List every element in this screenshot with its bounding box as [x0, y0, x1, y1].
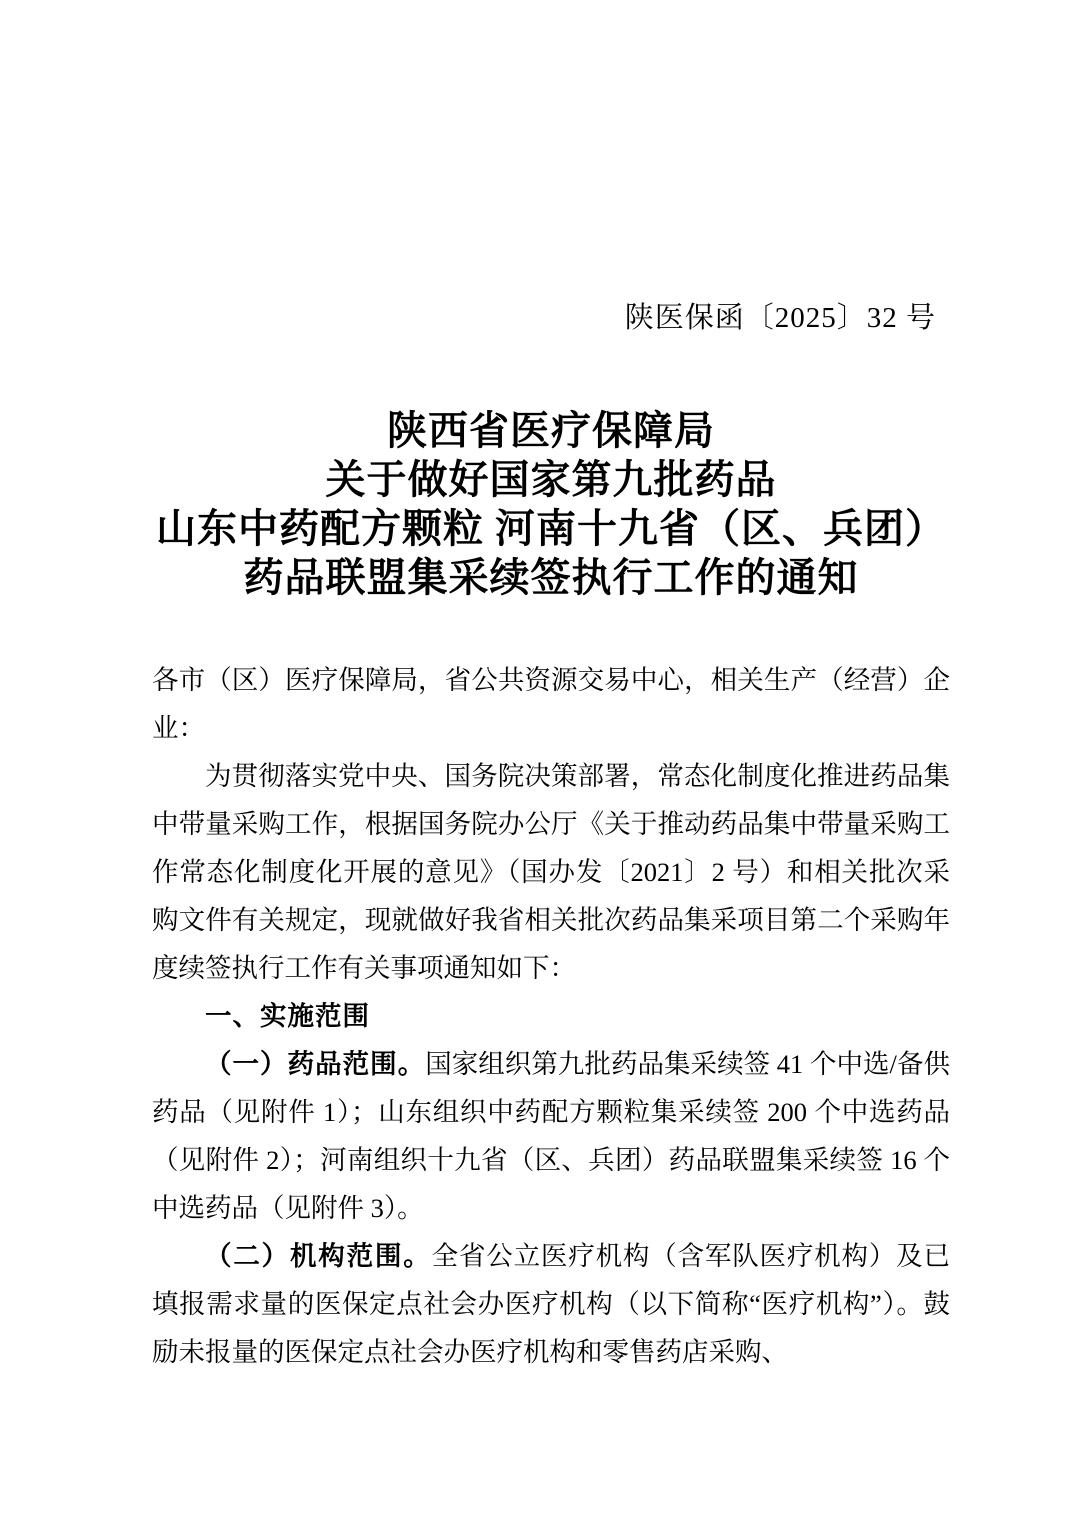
intro-paragraph: 为贯彻落实党中央、国务院决策部署，常态化制度化推进药品集中带量采购工作，根据国务院办公厅《关于推动药品集中带量采购工作常态化制度化开展的意见》（国办发〔2021〕2 号）和相关批次采购文件有关规定，现就做好我省相关批次药品集采项目第二个采购年度续签执行工作有关事项通知如下： — [152, 761, 950, 983]
title-line-2: 关于做好国家第九批药品 — [325, 457, 777, 502]
doc-number: 陕医保函〔2025〕32 号 — [624, 302, 936, 334]
salutation: 各市（区）医疗保障局，省公共资源交易中心，相关生产（经营）企业： — [152, 665, 950, 743]
title-line-1: 陕西省医疗保障局 — [387, 408, 715, 453]
document-title — [152, 406, 950, 602]
title-line-3: 山东中药配方颗粒 河南十九省（区、兵团） — [156, 506, 946, 551]
document-body — [152, 656, 950, 1376]
paragraph-drug-scope-text: 国家组织第九批药品集采续签 41 个中选/备供药品（见附件 1）；山东组织中药配方颗粒集采续签 200 个中选药品（见附件 2）；河南组织十九省（区、兵团）药品联盟集采续签 16 个中选药品（见附件 3）。 — [152, 1049, 950, 1223]
paragraph-institution-scope-text: 全省公立医疗机构（含军队医疗机构）及已填报需求量的医保定点社会办医疗机构（以下简称“医疗机构”）。鼓励未报量的医保定点社会办医疗机构和零售药店采购、 — [152, 1241, 951, 1367]
paragraph-institution-scope — [152, 1232, 950, 1376]
paragraph-drug-scope — [152, 1040, 950, 1232]
paragraph-drug-scope-lead: （一）药品范围。 — [205, 1049, 426, 1079]
title-line-4: 药品联盟集采续签执行工作的通知 — [243, 555, 859, 600]
paragraph-institution-scope-lead: （二）机构范围。 — [205, 1241, 432, 1271]
section-heading-scope: 一、实施范围 — [205, 1001, 370, 1031]
